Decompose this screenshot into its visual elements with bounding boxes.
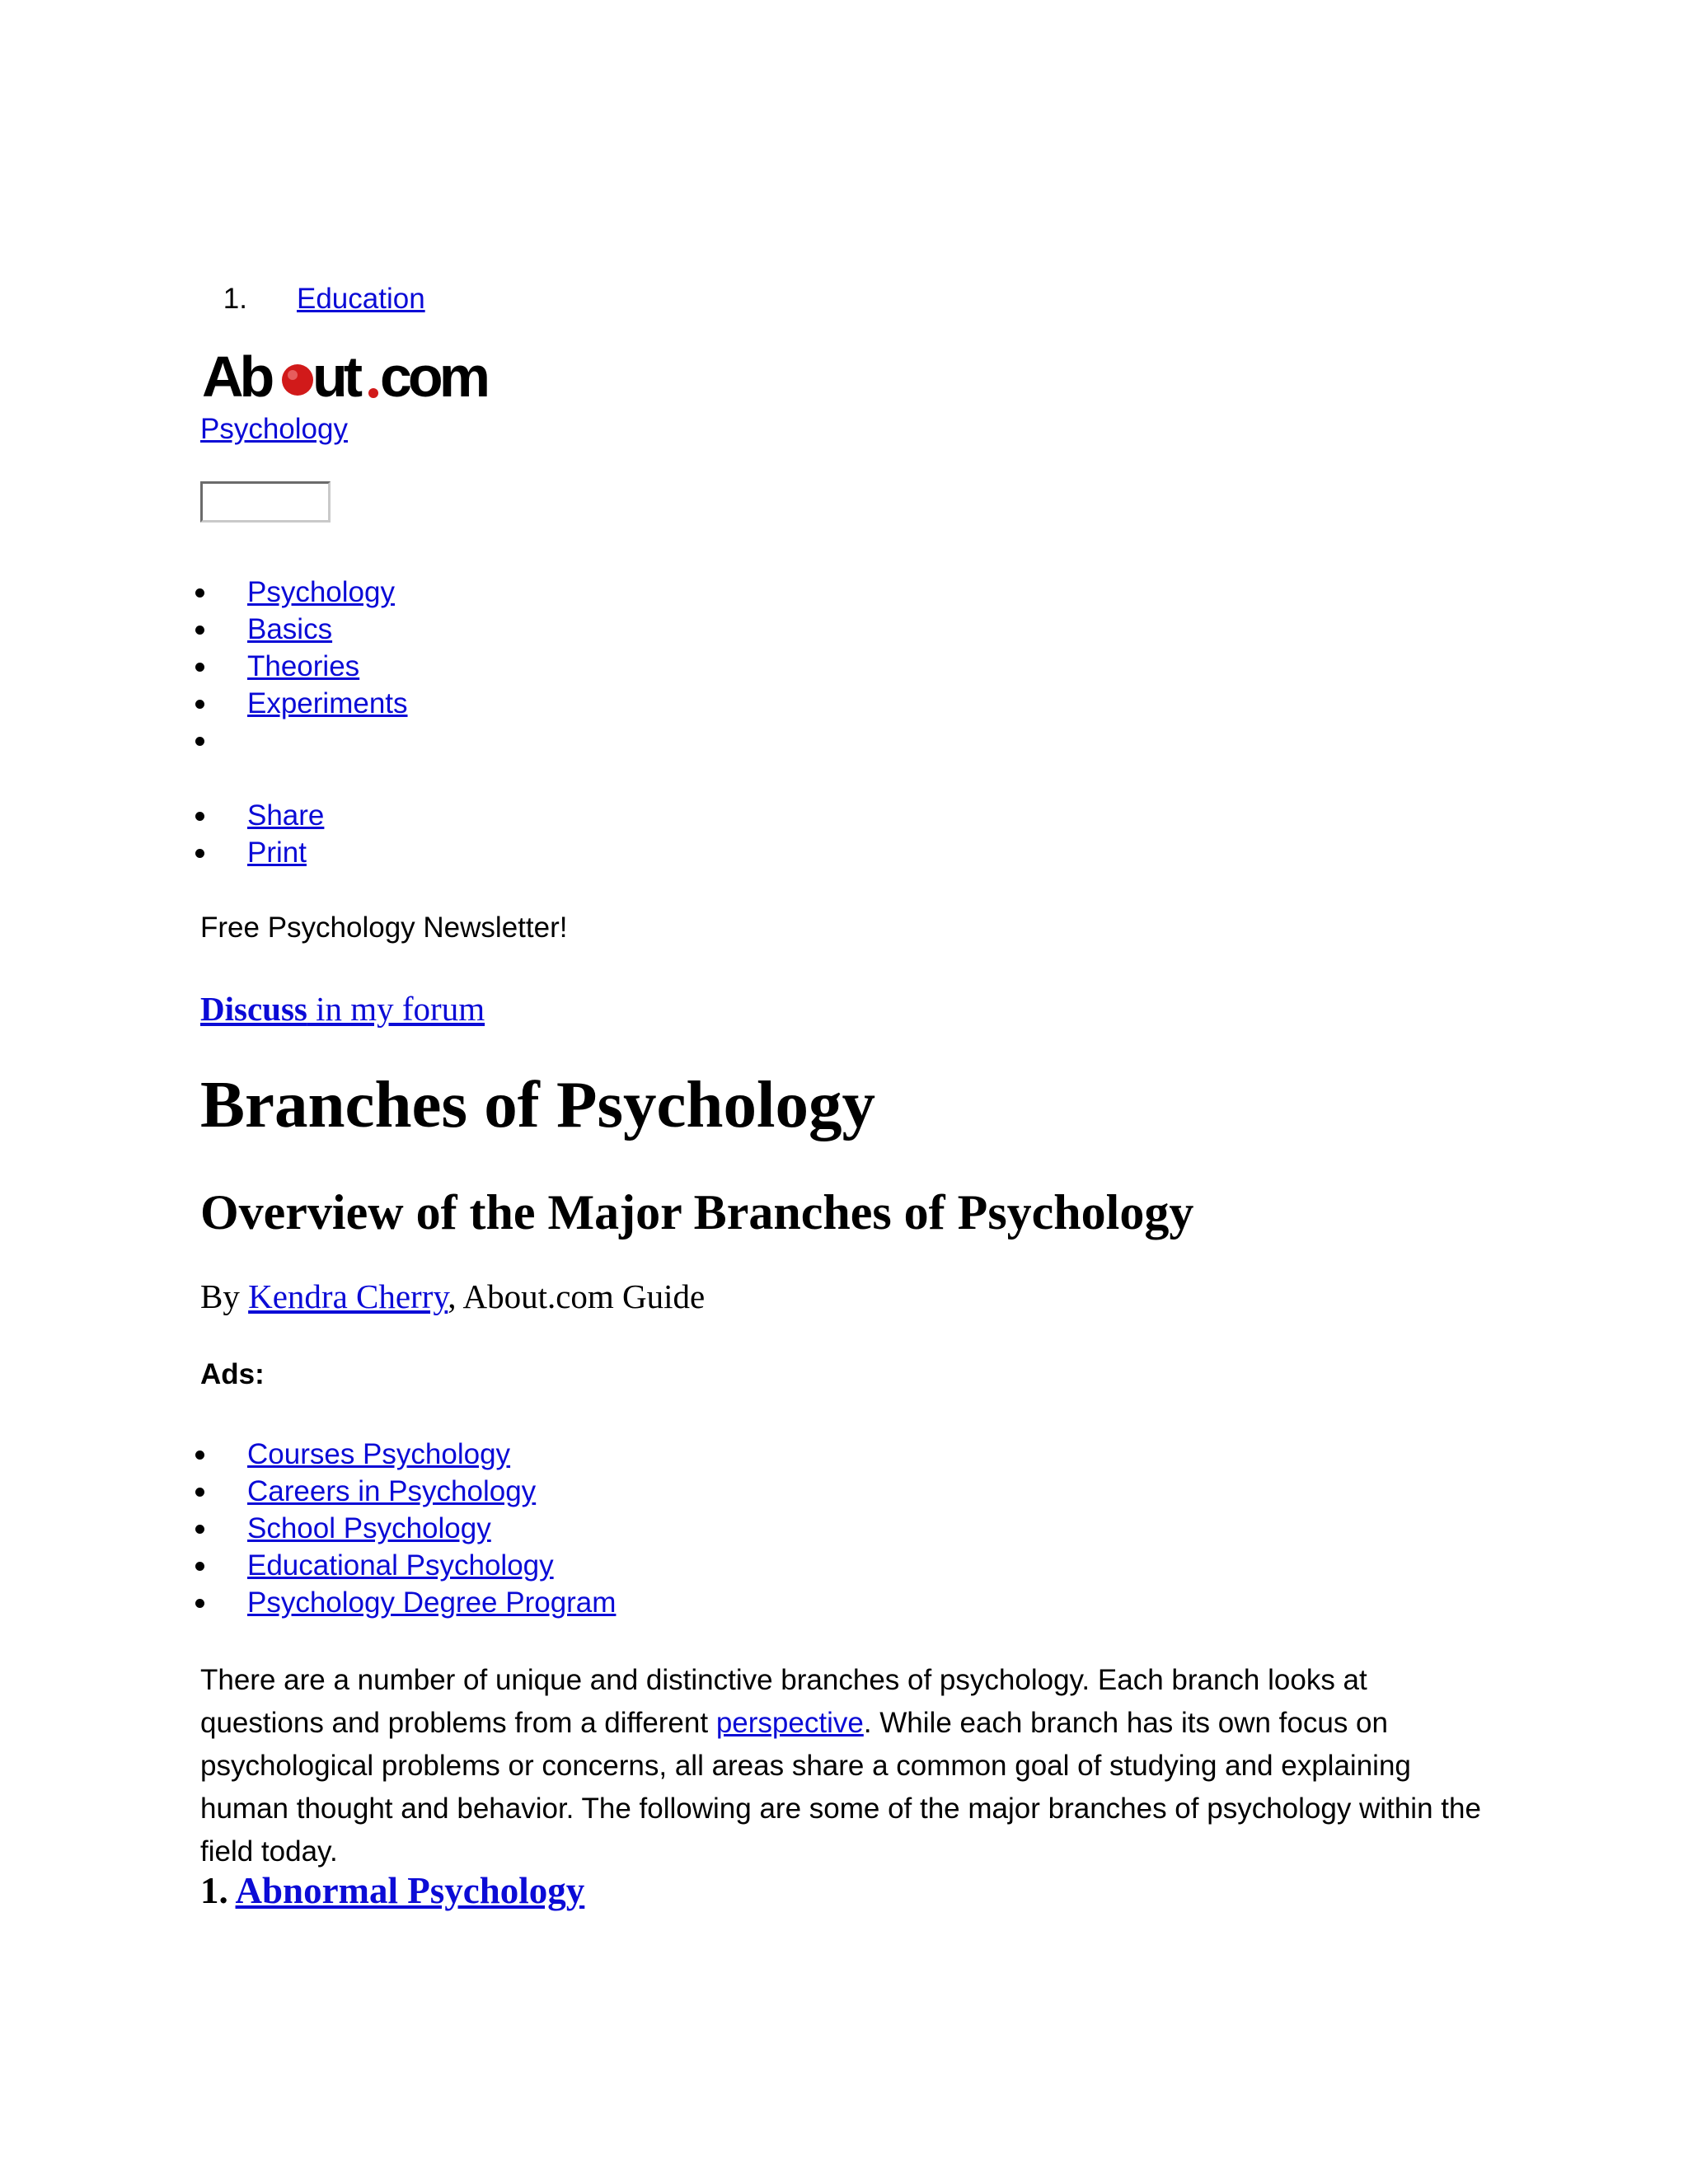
ad-link-careers-in-psychology[interactable]: Careers in Psychology: [247, 1475, 537, 1507]
bullet-icon: [195, 849, 204, 858]
svg-text:ut: ut: [312, 349, 359, 403]
ad-item: [247, 1510, 616, 1547]
nav-list: [247, 574, 408, 759]
breadcrumb-link-education[interactable]: Education: [297, 283, 425, 315]
ad-link-school-psychology[interactable]: School Psychology: [247, 1512, 491, 1544]
about-logo-image: [200, 349, 523, 403]
tools-item: [247, 797, 324, 834]
intro-paragraph: [200, 1659, 1486, 1873]
nav-item: [247, 685, 408, 722]
nav-item: [247, 611, 408, 648]
forum-rest-label: in my forum: [307, 990, 485, 1028]
nav-item: [247, 648, 408, 685]
nav-link-basics[interactable]: Basics: [247, 613, 333, 645]
nav-link-psychology[interactable]: Psychology: [247, 576, 395, 608]
ad-link-courses-psychology[interactable]: Courses Psychology: [247, 1438, 511, 1470]
nav-link-theories[interactable]: Theories: [247, 650, 360, 682]
svg-text:Ab: Ab: [202, 349, 271, 403]
ad-item: [247, 1547, 616, 1584]
bullet-icon: [195, 1451, 204, 1460]
nav-item-empty: [247, 722, 408, 759]
bullet-icon: [195, 626, 204, 635]
bullet-icon: [195, 812, 204, 821]
about-logo[interactable]: [200, 349, 523, 403]
logo-section-link-psychology[interactable]: Psychology: [200, 413, 348, 445]
ad-item: [247, 1436, 616, 1473]
nav-item: [247, 574, 408, 611]
ads-list: [247, 1436, 616, 1621]
page-subtitle: Overview of the Major Branches of Psychology: [200, 1185, 1194, 1240]
breadcrumb-number: 1.: [223, 283, 247, 315]
ad-link-psychology-degree-program[interactable]: Psychology Degree Program: [247, 1586, 617, 1619]
bullet-icon: [195, 1488, 204, 1497]
section-link-abnormal-psychology[interactable]: Abnormal Psychology: [235, 1870, 585, 1911]
bullet-icon: [195, 588, 204, 598]
tools-item: [247, 834, 324, 871]
intro-text-part1: There are a number of unique and distinctive branches of psychology. Each branch looks at questions and problems from a different: [200, 1664, 1367, 1739]
tools-list: [247, 797, 324, 871]
ad-item: [247, 1473, 616, 1510]
bullet-icon: [195, 663, 204, 672]
forum-link[interactable]: [200, 988, 485, 1029]
nav-link-experiments[interactable]: Experiments: [247, 687, 408, 719]
intro-text-part2: . While each branch has its own focus on psychological problems or concerns, all areas share a common goal of studying and explaining human thought and behavior. The following are some of the major branches of psychology within the field today.: [200, 1707, 1481, 1868]
print-link[interactable]: Print: [247, 837, 307, 869]
breadcrumb: [198, 280, 528, 317]
byline-prefix: By: [200, 1277, 249, 1315]
forum-discuss-label: Discuss: [200, 990, 307, 1028]
bullet-icon: [195, 1599, 204, 1608]
newsletter-text: Free Psychology Newsletter!: [200, 912, 568, 944]
section-heading: [200, 1868, 584, 1914]
search-input[interactable]: [200, 481, 331, 523]
byline-suffix: , About.com Guide: [448, 1277, 706, 1315]
bullet-icon: [195, 737, 204, 746]
ad-item: [247, 1584, 616, 1621]
bullet-icon: [195, 700, 204, 709]
byline: [200, 1276, 705, 1317]
author-link[interactable]: Kendra Cherry: [248, 1277, 448, 1315]
svg-text:com: com: [380, 349, 486, 403]
page-title: Branches of Psychology: [200, 1067, 875, 1141]
ads-label: Ads:: [200, 1358, 265, 1390]
share-link[interactable]: Share: [247, 799, 325, 832]
bullet-icon: [195, 1562, 204, 1571]
perspective-link[interactable]: perspective: [715, 1707, 864, 1739]
bullet-icon: [195, 1525, 204, 1534]
section-number: 1.: [200, 1870, 236, 1911]
ad-link-educational-psychology[interactable]: Educational Psychology: [247, 1549, 554, 1582]
